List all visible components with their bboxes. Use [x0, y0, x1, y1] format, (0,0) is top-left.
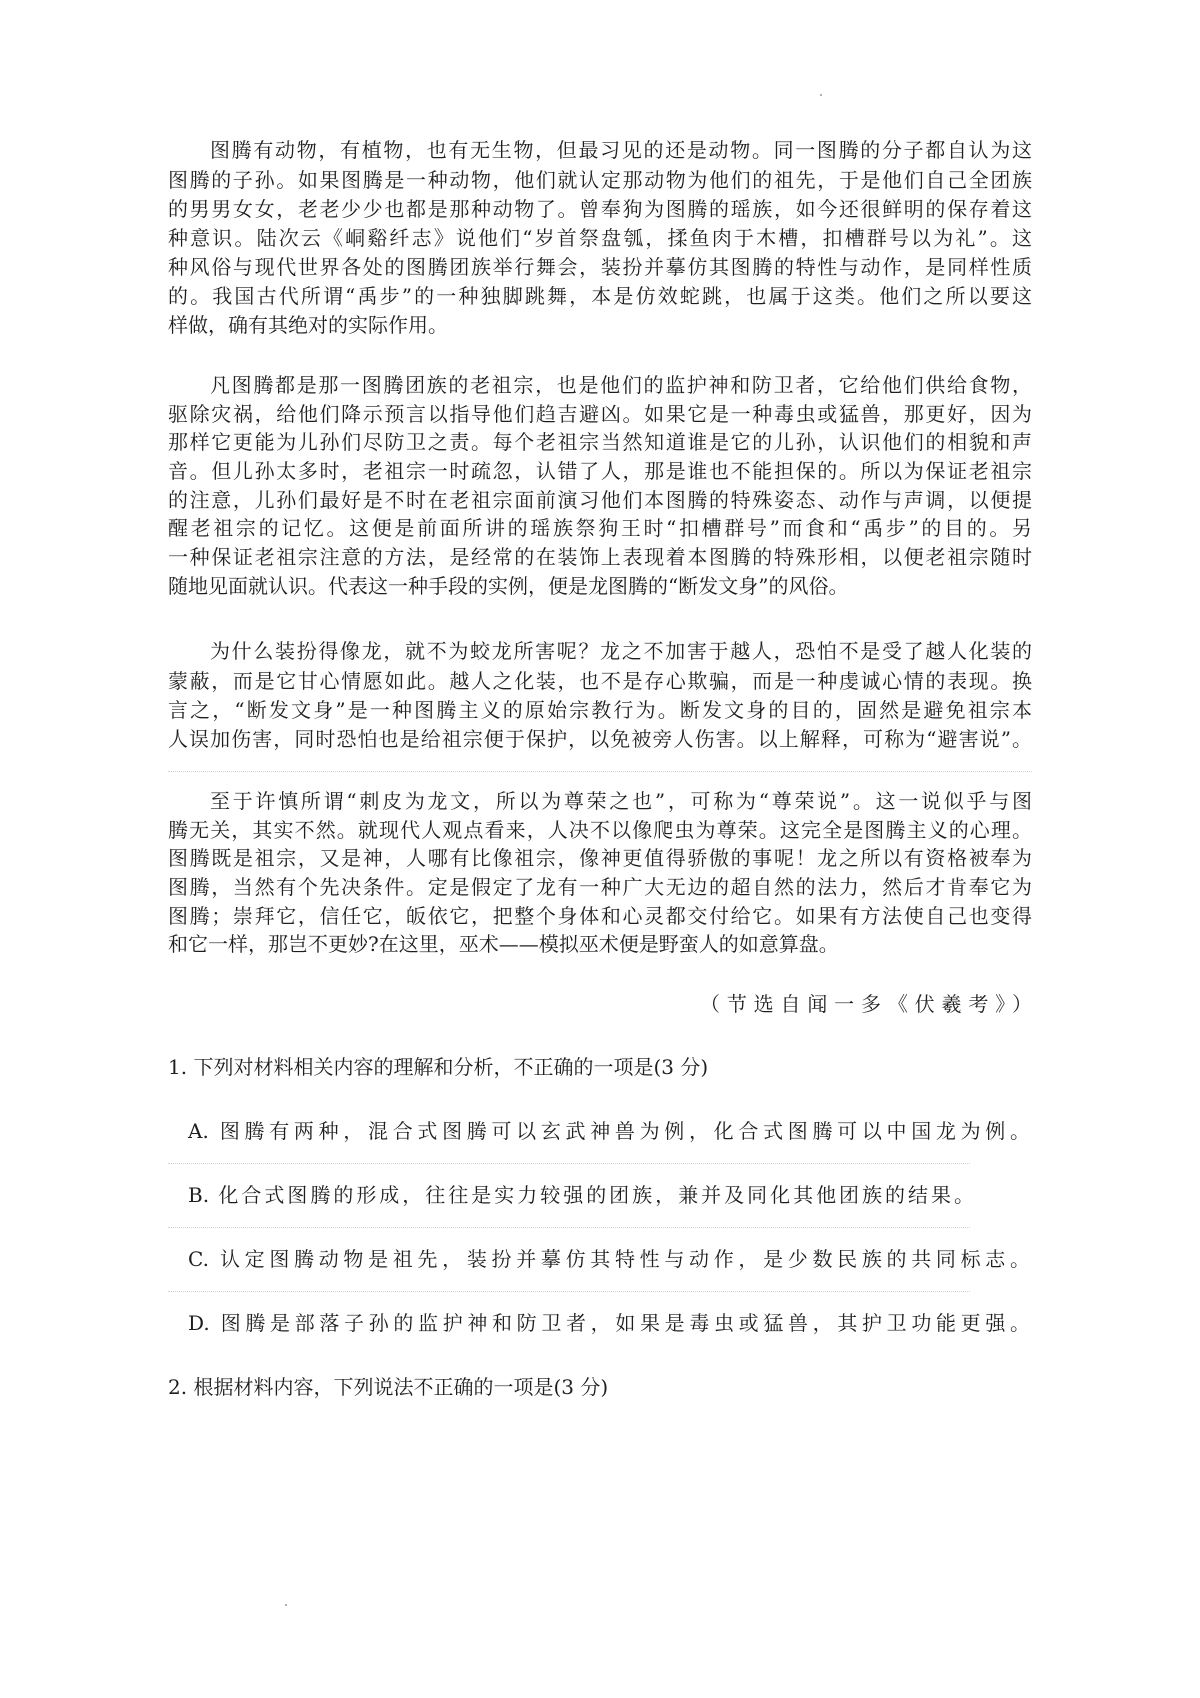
text-line: 腾无关，其实不然。就现代人观点看来，人决不以像爬虫为尊荣。这完全是图腾主义的心理。 [168, 818, 1032, 842]
text-line: 的。我国古代所谓“禹步”的一种独脚跳舞，本是仿效蛇跳，也属于这类。他们之所以要这 [168, 284, 1032, 308]
scan-speck [820, 94, 822, 96]
text-line: 醒老祖宗的记忆。这便是前面所讲的瑶族祭狗王时“扣槽群号”而食和“禹步”的目的。另 [168, 516, 1032, 540]
text-line: 的注意，儿孙们最好是不时在老祖宗面前演习他们本图腾的特殊姿态、动作与声调，以便提 [168, 488, 1032, 512]
dotted-separator [168, 771, 1032, 772]
text-line: 凡图腾都是那一图腾团族的老祖宗，也是他们的监护神和防卫者，它给他们供给食物， [210, 373, 1032, 397]
text-line: 图腾有动物，有植物，也有无生物，但最习见的还是动物。同一图腾的分子都自认为这 [210, 138, 1032, 162]
text-line: 种意识。陆次云《峒谿纤志》说他们“岁首祭盘瓠，揉鱼肉于木槽，扣槽群号以为礼”。这 [168, 226, 1032, 250]
text-line: 人误加伤害，同时恐怕也是给祖宗便于保护，以免被旁人伤害。以上解释，可称为“避害说”。 [168, 727, 1032, 751]
question-stem: 1. 下列对材料相关内容的理解和分析，不正确的一项是(3 分) [168, 1055, 709, 1079]
text-line: 图腾，当然有个先决条件。定是假定了龙有一种广大无边的超自然的法力，然后才肯奉它为 [168, 875, 1032, 899]
text-line: 至于许慎所谓“刺皮为龙文，所以为尊荣之也”，可称为“尊荣说”。这一说似乎与图 [210, 789, 1032, 813]
scan-speck [285, 1604, 287, 1606]
text-line: 随地见面就认识。代表这一种手段的实例，便是龙图腾的“断发文身”的风俗。 [168, 574, 849, 598]
question-stem: 2. 根据材料内容，下列说法不正确的一项是(3 分) [168, 1375, 609, 1399]
text-line: 图腾；崇拜它，信任它，皈依它，把整个身体和心灵都交付给它。如果有方法使自己也变得 [168, 904, 1032, 928]
text-line: 驱除灾祸，给他们降示预言以指导他们趋吉避凶。如果它是一种毒虫或猛兽，那更好，因为 [168, 402, 1032, 426]
text-line: 图腾的子孙。如果图腾是一种动物，他们就认定那动物为他们的祖先，于是他们自己全团族 [168, 168, 1032, 192]
option-d[interactable]: D. 图腾是部落子孙的监护神和防卫者，如果是毒虫或猛兽，其护卫功能更强。 [188, 1311, 1030, 1335]
text-line: 言之，“断发文身”是一种图腾主义的原始宗教行为。断发文身的目的，固然是避免祖宗本 [168, 698, 1032, 722]
text-line: 图腾既是祖宗，又是神，人哪有比像祖宗，像神更值得骄傲的事呢！龙之所以有资格被奉为 [168, 846, 1032, 870]
text-line: 和它一样，那岂不更妙?在这里，巫术——模拟巫术便是野蛮人的如意算盘。 [168, 932, 839, 956]
option-c[interactable]: C. 认定图腾动物是祖先，装扮并摹仿其特性与动作，是少数民族的共同标志。 [188, 1247, 1030, 1271]
option-a[interactable]: A. 图腾有两种，混合式图腾可以玄武神兽为例，化合式图腾可以中国龙为例。 [188, 1119, 1030, 1143]
option-b[interactable]: B. 化合式图腾的形成，往往是实力较强的团族，兼并及同化其他团族的结果。 [188, 1183, 974, 1207]
dotted-separator [168, 1291, 970, 1292]
source-citation: （节选自闻一多《伏羲考》） [700, 992, 1032, 1016]
text-line: 蒙蔽，而是它甘心情愿如此。越人之化装，也不是存心欺骗，而是一种虔诚心情的表现。换 [168, 669, 1032, 693]
text-line: 音。但儿孙太多时，老祖宗一时疏忽，认错了人，那是谁也不能担保的。所以为保证老祖宗 [168, 459, 1032, 483]
text-line: 为什么装扮得像龙，就不为蛟龙所害呢？龙之不加害于越人，恐怕不是受了越人化装的 [210, 639, 1032, 663]
dotted-separator [168, 1227, 970, 1228]
dotted-separator [168, 1163, 970, 1164]
text-line: 的男男女女，老老少少也都是那种动物了。曾奉狗为图腾的瑶族，如今还很鲜明的保存着这 [168, 197, 1032, 221]
text-line: 那样它更能为儿孙们尽防卫之责。每个老祖宗当然知道谁是它的儿孙，认识他们的相貌和声 [168, 430, 1032, 454]
text-line: 样做，确有其绝对的实际作用。 [168, 313, 448, 337]
text-line: 一种保证老祖宗注意的方法，是经常的在装饰上表现着本图腾的特殊形相，以便老祖宗随时 [168, 545, 1032, 569]
text-line: 种风俗与现代世界各处的图腾团族举行舞会，装扮并摹仿其图腾的特性与动作，是同样性质 [168, 255, 1032, 279]
